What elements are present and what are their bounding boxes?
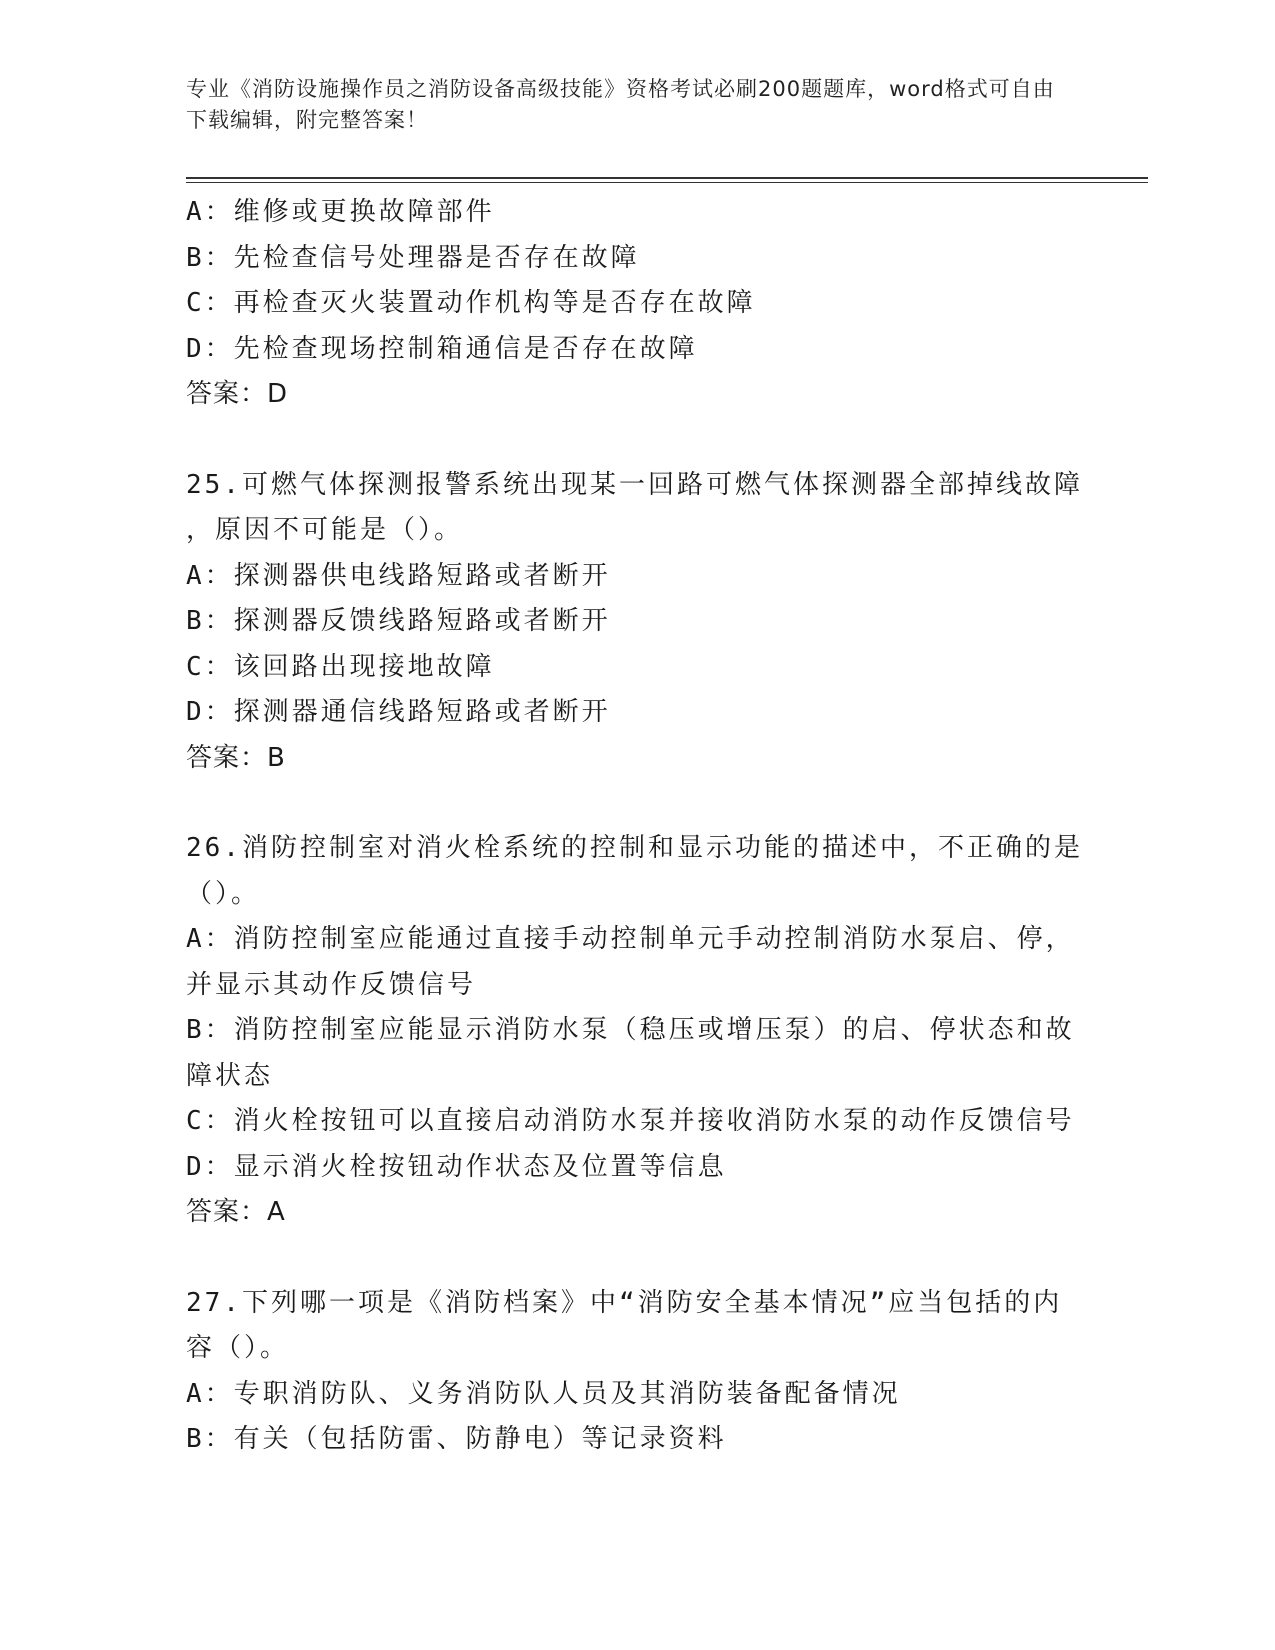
option-d: D：显示消火栓按钮动作状态及位置等信息: [186, 1151, 727, 1182]
answer-value: B: [267, 742, 286, 773]
option-b: B：先检查信号处理器是否存在故障: [186, 242, 640, 273]
question-text-line2: ，原因不可能是（）。: [186, 515, 464, 545]
answer-line: [186, 372, 1076, 418]
document-header: 专业《消防设施操作员之消防设备高级技能》资格考试必刷200题题库，word格式可自由下载编辑，附完整答案！: [186, 77, 1055, 132]
option-b-line1: B：消防控制室应能显示消防水泵（稳压或增压泵）的启、停状态和故: [186, 1015, 1075, 1045]
header-rule-thin: [186, 182, 1148, 183]
option-c: C：再检查灭火装置动作机构等是否存在故障: [186, 288, 756, 318]
answer-label: 答案：: [186, 742, 268, 773]
question-text-line1: 25.可燃气体探测报警系统出现某一回路可燃气体探测器全部掉线故障: [186, 469, 1083, 500]
answer-value: A: [267, 1197, 286, 1227]
answer-label: 答案：: [186, 379, 268, 409]
question-26: [186, 826, 1083, 1236]
answer-line: [186, 736, 1076, 782]
question-text-line1: 27.下列哪一项是《消防档案》中“消防安全基本情况”应当包括的内: [186, 1287, 1063, 1318]
option-c: C：该回路出现接地故障: [186, 651, 495, 682]
option-a-line1: A：消防控制室应能通过直接手动控制单元手动控制消防水泵启、停，: [186, 924, 1075, 954]
option-a: A：探测器供电线路短路或者断开: [186, 560, 611, 591]
answer-line: [186, 1190, 1076, 1236]
answer-value: D: [267, 379, 289, 409]
question-27: [186, 1281, 1076, 1463]
question-text-line2: （）。: [186, 878, 261, 909]
header-rule-thick: [186, 177, 1148, 179]
option-d: D：先检查现场控制箱通信是否存在故障: [186, 333, 698, 364]
option-d: D：探测器通信线路短路或者断开: [186, 697, 611, 727]
question-list: [186, 190, 1083, 1463]
question-25: [186, 463, 1083, 782]
question-text-line2: 容（）。: [186, 1333, 290, 1363]
option-b: B：有关（包括防雷、防静电）等记录资料: [186, 1424, 727, 1454]
option-a-line2: 并显示其动作反馈信号: [186, 969, 477, 1000]
option-a: A：维修或更换故障部件: [186, 197, 495, 227]
answer-label: 答案：: [186, 1197, 268, 1227]
option-a: A：专职消防队、义务消防队人员及其消防装备配备情况: [186, 1378, 901, 1409]
option-b-line2: 障状态: [186, 1060, 274, 1091]
question-text-line1: 26.消防控制室对消火栓系统的控制和显示功能的描述中，不正确的是: [186, 833, 1083, 863]
option-c: C：消火栓按钮可以直接启动消防水泵并接收消防水泵的动作反馈信号: [186, 1106, 1075, 1136]
question-24: [186, 190, 1076, 418]
option-b: B：探测器反馈线路短路或者断开: [186, 606, 611, 636]
